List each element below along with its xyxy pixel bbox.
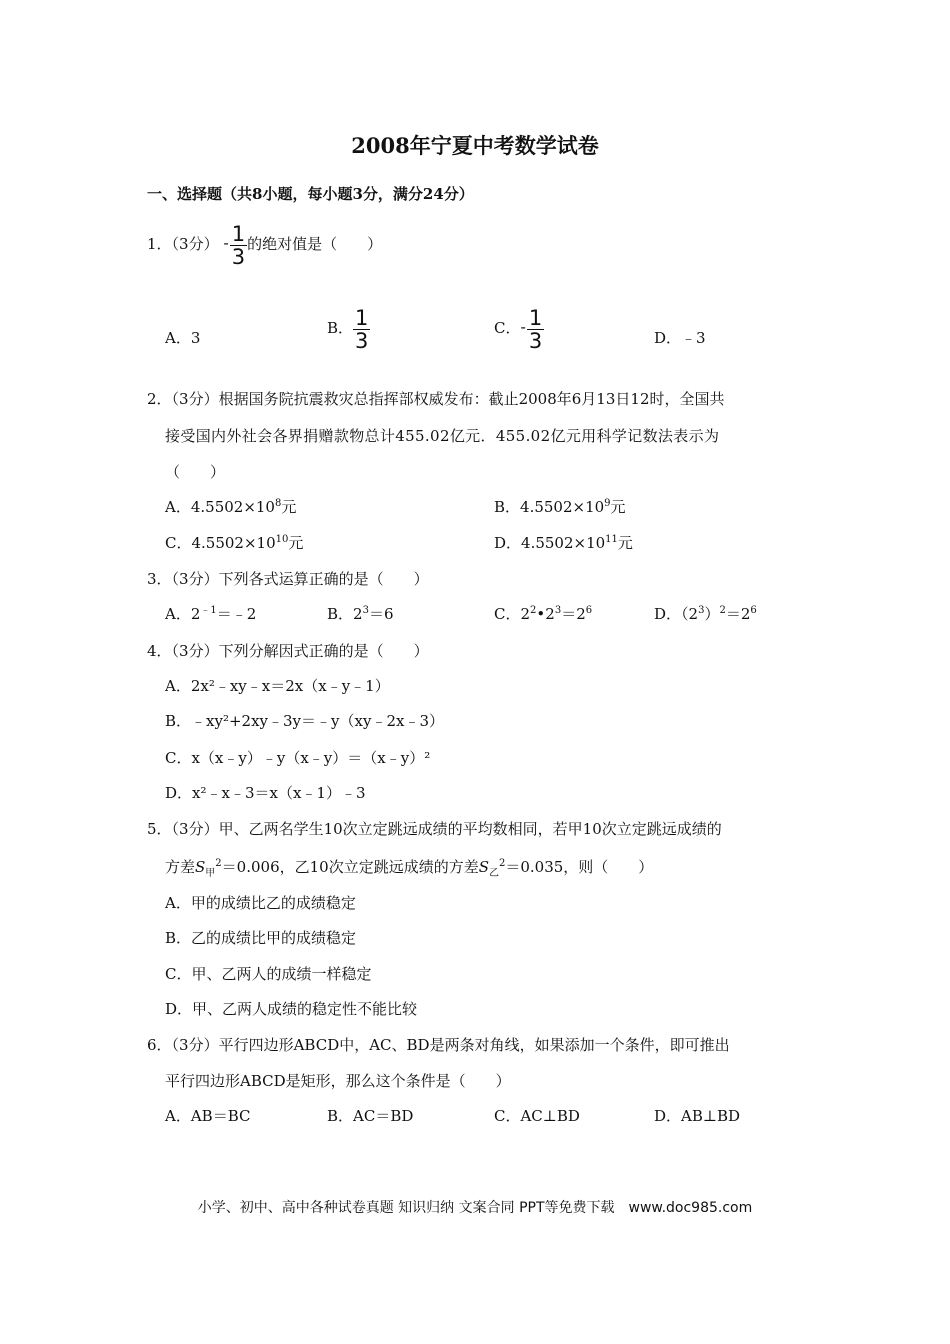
q4-option-b: B．﹣xy²+2xy﹣3y＝﹣y（xy﹣2x﹣3）: [165, 712, 444, 730]
q5-option-c: C．甲、乙两人的成绩一样稳定: [165, 965, 372, 983]
minus-sign: -: [223, 234, 229, 252]
question-1-tail: 的绝对值是（ ）: [247, 235, 383, 253]
q5-option-b: B．乙的成绩比甲的成绩稳定: [165, 929, 357, 947]
section-heading: 一、选择题（共8小题，每小题3分，满分24分）: [147, 185, 474, 203]
q4-option-a: A．2x²﹣xy﹣x＝2x（x﹣y﹣1）: [165, 677, 390, 695]
fraction-one-third: $\frac{1}{3}$: [355, 305, 369, 353]
q6-option-b: B．AC＝BD: [327, 1107, 414, 1125]
q2-option-d: D．$4.5502\times 10^{11}$元: [494, 534, 633, 552]
q4-option-d: D．x²﹣x﹣3＝x（x﹣1）﹣3: [165, 784, 366, 802]
fraction-one-third: $\frac{1}{3}$: [528, 305, 543, 353]
q1-option-b: B． $\frac{1}{3}$: [327, 305, 369, 353]
question-6-line2: 平行四边形ABCD是矩形，那么这个条件是（ ）: [165, 1072, 511, 1090]
question-1: [147, 214, 382, 274]
q6-option-d: D．AB⊥BD: [654, 1107, 741, 1125]
question-2-line3: （ ）: [165, 463, 226, 481]
question-5-line1: 5．（3分）甲、乙两名学生10次立定跳远成绩的平均数相同，若甲10次立定跳远成绩的: [147, 820, 722, 838]
q1-option-d: D．﹣3: [654, 329, 706, 347]
fraction-one-third: $\frac{1}{3}$: [231, 221, 246, 269]
q3-option-a: A．$2^{﹣1}=﹣2$: [165, 605, 257, 623]
q5-option-d: D．甲、乙两人成绩的稳定性不能比较: [165, 1000, 418, 1018]
page-footer: 小学、初中、高中各种试卷真题 知识归纳 文案合同 PPT等免费下载 www.doc985.com: [197, 1200, 753, 1216]
q4-option-c: C．x（x﹣y）﹣y（x﹣y）＝（x﹣y）²: [165, 749, 431, 767]
q6-option-c: C．AC⊥BD: [494, 1107, 580, 1125]
question-2-line1: 2．（3分）根据国务院抗震救灾总指挥部权威发布：截止2008年6月13日12时，全国共: [147, 390, 725, 408]
q3-option-b: B．$2^3=6$: [327, 605, 394, 623]
question-5-line2: 方差$S_甲^2=0.006$，乙10次立定跳远成绩的方差$S_乙^2=0.035$，则（ ）: [165, 858, 654, 879]
q3-option-d: D．$(2^3)^2=2^6$: [654, 605, 757, 623]
question-6-line1: 6．（3分）平行四边形ABCD中，AC、BD是两条对角线，如果添加一个条件，即可推出: [147, 1036, 730, 1054]
q3-option-c: C．$2^2•2^3=2^6$: [494, 605, 593, 623]
page-title: 2008年宁夏中考数学试卷: [351, 133, 599, 158]
q1-option-a: A．3: [165, 329, 201, 347]
q5-option-a: A．甲的成绩比乙的成绩稳定: [165, 894, 356, 912]
question-3: 3．（3分）下列各式运算正确的是（ ）: [147, 570, 429, 588]
q2-option-a: A．$4.5502\times 10^8$元: [165, 498, 297, 516]
q6-option-a: A．AB＝BC: [165, 1107, 251, 1125]
question-1-number: 1．（3分）: [147, 235, 219, 253]
q2-option-c: C．$4.5502\times 10^{10}$元: [165, 534, 304, 552]
question-2-line2: 接受国内外社会各界捐赠款物总计455.02亿元．455.02亿元用科学记数法表示为: [165, 427, 720, 445]
q2-option-b: B．$4.5502\times 10^9$元: [494, 498, 626, 516]
question-4: 4．（3分）下列分解因式正确的是（ ）: [147, 642, 429, 660]
q1-option-c: C．- $\frac{1}{3}$: [494, 305, 543, 353]
